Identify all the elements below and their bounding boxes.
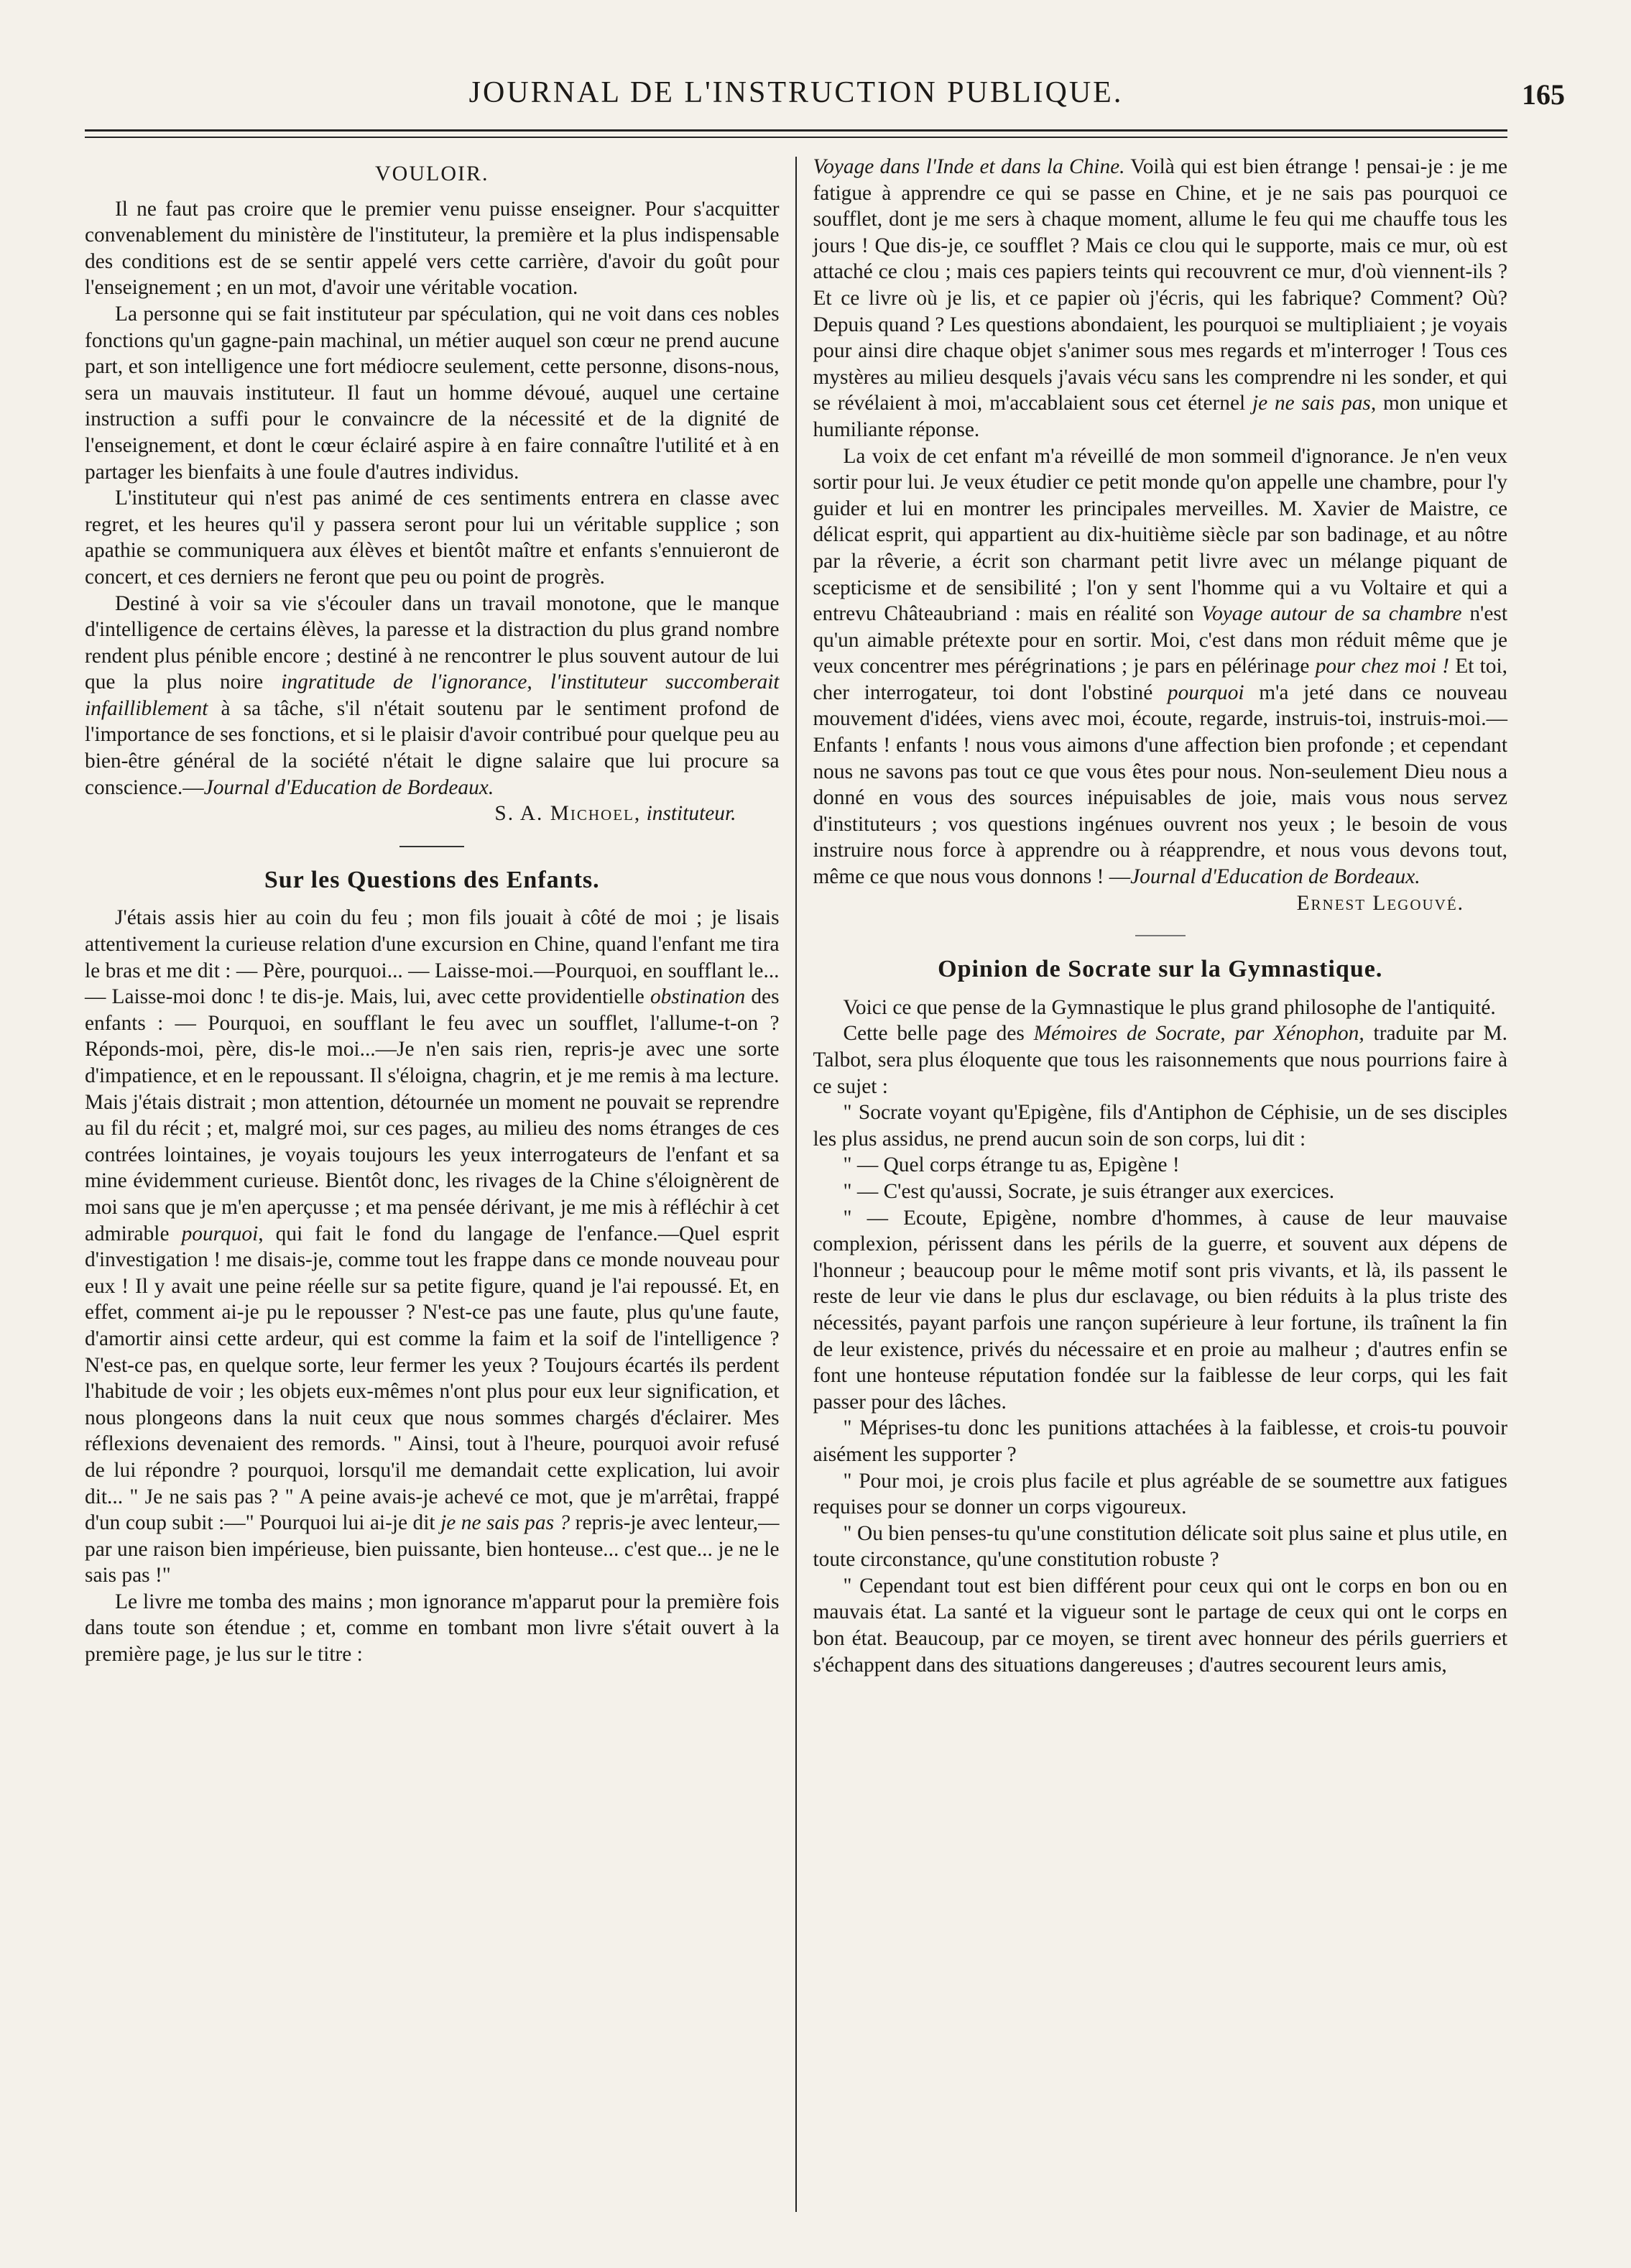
- legouve-signature: Ernest Legouvé.: [1296, 891, 1464, 915]
- questions-heading: Sur les Questions des Enfants.: [264, 866, 600, 893]
- section-divider: [399, 846, 464, 847]
- vouloir-paragraph: Destiné à voir sa vie s'écouler dans un travail monotone, que le manque d'intelligence de certains élèves, la paresse et la distraction du plus grand nombre rendent plus pénible encore ; destiné à ne rencontrer le plus souvent autour de lui que la plus noire ingratitude de l'ignorance, l'instituteur succomberait infailliblement à sa tâche, s'il n'était soutenu par le sentiment profond de l'importance de ses fonctions, et si le plaisir d'avoir contribué pour quelque peu au bien-être général de la société n'était le digne salaire que lui procure sa conscience.—Journal d'Education de Bordeaux.: [85, 591, 780, 799]
- socrate-paragraph: " Socrate voyant qu'Epigène, fils d'Antiphon de Céphisie, un de ses disciples les plus assidus, ne prend aucun soin de son corps, lui dit :: [813, 1101, 1507, 1151]
- socrate-paragraph: " — Quel corps étrange tu as, Epigène !: [843, 1153, 1180, 1177]
- socrate-paragraph: Cette belle page des Mémoires de Socrate, par Xénophon, traduite par M. Talbot, sera plus éloquente que tous les raisonnements que nous pourrions faire à ce sujet :: [813, 1022, 1507, 1098]
- questions-continued: Voyage dans l'Inde et dans la Chine. Voilà qui est bien étrange ! pensai-je : je me fatigue à apprendre ce qui se passe en Chine, et je ne sais pas pourquoi ce soufflet, dont je me sers à chaque moment, allume le feu qui me chauffe tous les jours ! Que dis-je, ce soufflet ? Mais ce clou qui le supporte, mais ce mur, où est attaché ce clou ; mais ces papiers teints qui recouvrent ce mur, d'où viennent-ils ? Et ce livre où je lis, et ce papier où j'écris, qui les fabrique? Comment? Où? Depuis quand ? Les questions abondaient, les pourquoi se multipliaient ; je voyais pour ainsi dire chaque objet s'animer sous mes regards et m'interroger ! Tous ces mystères au milieu desquels j'avais vécu sans les comprendre ni les sonder, et qui se révélaient à moi, m'accablaient sous cet éternel je ne sais pas, mon unique et humiliante réponse.: [813, 155, 1508, 441]
- right-column: [797, 154, 1507, 2223]
- page-number: 165: [1522, 78, 1565, 111]
- vouloir-signature: S. A. Michoel, instituteur.: [494, 802, 736, 826]
- socrate-paragraph: Voici ce que pense de la Gymnastique le plus grand philosophe de l'antiquité.: [843, 995, 1496, 1019]
- socrate-paragraph: " — Ecoute, Epigène, nombre d'hommes, à cause de leur mauvaise complexion, périssent dans les périls de la guerre, et souvent aux dépens de l'honneur ; beaucoup pour le même motif sont pris vivants, et là, ils passent le reste de leur vie dans le plus dur esclavage, ou bien réduits à la plus triste des nécessités, payant parfois une rançon supérieure à leur fortune, ils traînent la fin de leur existence, privés du nécessaire et en proie au malheur ; d'autres enfin se font une honteuse réputation fondée sur la faiblesse de leur corps, qui les fait passer pour des lâches.: [813, 1206, 1507, 1414]
- questions-paragraph: Le livre me tomba des mains ; mon ignorance m'apparut pour la première fois dans toute son étendue ; et, comme en tombant mon livre s'était ouvert à la première page, je lus sur le titre :: [85, 1590, 780, 1667]
- section-divider: [1135, 935, 1186, 936]
- left-column: [85, 154, 795, 2223]
- masthead: [85, 72, 1565, 114]
- vouloir-paragraph: Il ne faut pas croire que le premier venu puisse enseigner. Pour s'acquitter convenablement du ministère de l'instituteur, la première et la plus indispensable des conditions est de se sentir appelé vers cette carrière, d'avoir du goût pour l'enseignement ; en un mot, d'avoir une véritable vocation.: [85, 197, 780, 300]
- vouloir-heading: VOULOIR.: [375, 162, 489, 185]
- journal-title: JOURNAL DE L'INSTRUCTION PUBLIQUE.: [468, 76, 1124, 109]
- questions-paragraph: La voix de cet enfant m'a réveillé de mon sommeil d'ignorance. Je n'en veux sortir pour lui. Je veux étudier ce petit monde qu'on appelle une chambre, pour l'y guider et lui en montrer les principales merveilles. M. Xavier de Maistre, ce délicat esprit, qui appartient au dix-huitième siècle par son badinage, et au nôtre par la rêverie, a écrit son charmant petit livre avec un mélange piquant de scepticisme et de sensibilité ; l'on y sent l'homme qui a vu Voltaire et qui a entrevu Châteaubriand : mais en réalité son Voyage autour de sa chambre n'est qu'un aimable prétexte pour en sortir. Moi, c'est dans mon réduit même que je veux concentrer mes pérégrinations ; je pars en pélérinage pour chez moi ! Et toi, cher interrogateur, toi dont l'obstiné pourquoi m'a jeté dans ce nouveau mouvement d'idées, viens avec moi, écoute, regarde, instruis-toi, instruis-moi.—Enfants ! enfants ! nous vous aimons d'une affection bien profonde ; et cependant nous ne savons pas tout ce que vous êtes pour nous. Non-seulement Dieu nous a donné en vous des sources inépuisables de joie, mais vous nous servez d'instituteurs ; vos questions ingénues ouvrent nos yeux ; le besoin de vous instruire nous force à apprendre ou à réapprendre, et nous vous devons tout, même ce que nous vous donnons ! —Journal d'Education de Bordeaux.: [813, 444, 1507, 889]
- questions-paragraph: J'étais assis hier au coin du feu ; mon fils jouait à côté de moi ; je lisais attentivement la curieuse relation d'une excursion en Chine, quand l'enfant me tira le bras et me dit : — Père, pourquoi... — Laisse-moi.—Pourquoi, en soufflant le... — Laisse-moi donc ! te dis-je. Mais, lui, avec cette providentielle obstination des enfants : — Pourquoi, en soufflant le feu avec un soufflet, l'allume-t-on ? Réponds-moi, père, dis-le moi...—Je n'en sais rien, repris-je avec une sorte d'impatience, et en le repoussant. Il s'éloigna, chagrin, et je me remis à ma lecture. Mais j'étais distrait ; mon attention, détournée un moment ne pouvait se reprendre au fil du récit ; et, malgré moi, sur ces pages, au milieu des noms étranges de ces contrées lointaines, je voyais toujours les yeux interrogateurs de l'enfant et sa mine évidemment curieuse. Bientôt donc, les rivages de la Chine s'éloignèrent de moi sans que je m'en aperçusse ; et ma pensée dérivant, je me mis à réfléchir à cet admirable pourquoi, qui fait le fond du langage de l'enfance.—Quel esprit d'investigation ! me disais-je, comme tout les frappe dans ce monde nouveau pour eux ! Il y avait une peine réelle sur sa petite figure, quand je l'ai repoussé. Et, en effet, comment ai-je pu le repousser ? N'est-ce pas une faute, plus qu'une faute, d'amortir ainsi cette ardeur, qui est comme la faim et la soif de l'intelligence ? N'est-ce pas, en quelque sorte, leur fermer les yeux ? Toujours écartés ils perdent l'habitude de voir ; les objets eux-mêmes n'ont plus pour eux leur signification, et nous plongeons dans la nuit ceux que nous sommes chargés d'éclairer. Mes réflexions devenaient des remords. " Ainsi, tout à l'heure, pourquoi avoir refusé de lui répondre ? pourquoi, lorsqu'il me demandait cette explication, lui avoir dit... " Je ne sais pas ? " A peine avais-je achevé ce mot, que je m'arrêtai, frappé d'un coup subit :—" Pourquoi lui ai-je dit je ne sais pas ? repris-je avec lenteur,— par une raison bien impérieuse, bien puissante, bien honteuse... c'est que... je ne le sais pas !": [85, 906, 780, 1587]
- socrate-paragraph: " — C'est qu'aussi, Socrate, je suis étranger aux exercices.: [843, 1179, 1335, 1203]
- vouloir-paragraph: L'instituteur qui n'est pas animé de ces sentiments entrera en classe avec regret, et les heures qu'il y passera seront pour lui un véritable supplice ; son apathie se communiquera aux élèves et bientôt maître et enfants s'ennuieront de concert, et ces derniers ne feront que peu ou point de progrès.: [85, 487, 780, 589]
- socrate-paragraph: " Pour moi, je crois plus facile et plus agréable de se soumettre aux fatigues requises pour se donner un corps vigoureux.: [813, 1469, 1507, 1519]
- columns: [85, 154, 1507, 2223]
- vouloir-paragraph: La personne qui se fait instituteur par spéculation, qui ne voit dans ces nobles fonctions qu'un gagne-pain machinal, un métier auquel son cœur ne prend aucune part, et son intelligence une fort médiocre seulement, cette personne, disons-nous, sera un mauvais instituteur. Il faut un homme dévoué, auquel une certaine instruction a suffi pour le convaincre de la nécessité et de la dignité de l'enseignement, et dont le cœur éclairé aspire à en faire connaître l'utilité et à en partager les bienfaits à une foule d'autres individus.: [85, 302, 780, 484]
- socrate-paragraph: " Méprises-tu donc les punitions attachées à la faiblesse, et crois-tu pouvoir aisément les supporter ?: [813, 1416, 1507, 1466]
- socrate-paragraph: " Cependant tout est bien différent pour ceux qui ont le corps en bon ou en mauvais état. La santé et la vigueur sont le partage de ceux qui ont le corps en bon état. Beaucoup, par ce moyen, se tirent avec honneur des périls guerriers et s'échappent dans des situations dangereuses ; d'autres secourent leurs amis,: [813, 1574, 1507, 1677]
- header-rule: [85, 129, 1507, 138]
- socrate-heading: Opinion de Socrate sur la Gymnastique.: [938, 956, 1383, 983]
- socrate-paragraph: " Ou bien penses-tu qu'une constitution délicate soit plus saine et plus utile, en toute circonstance, qu'une constitution robuste ?: [813, 1521, 1507, 1572]
